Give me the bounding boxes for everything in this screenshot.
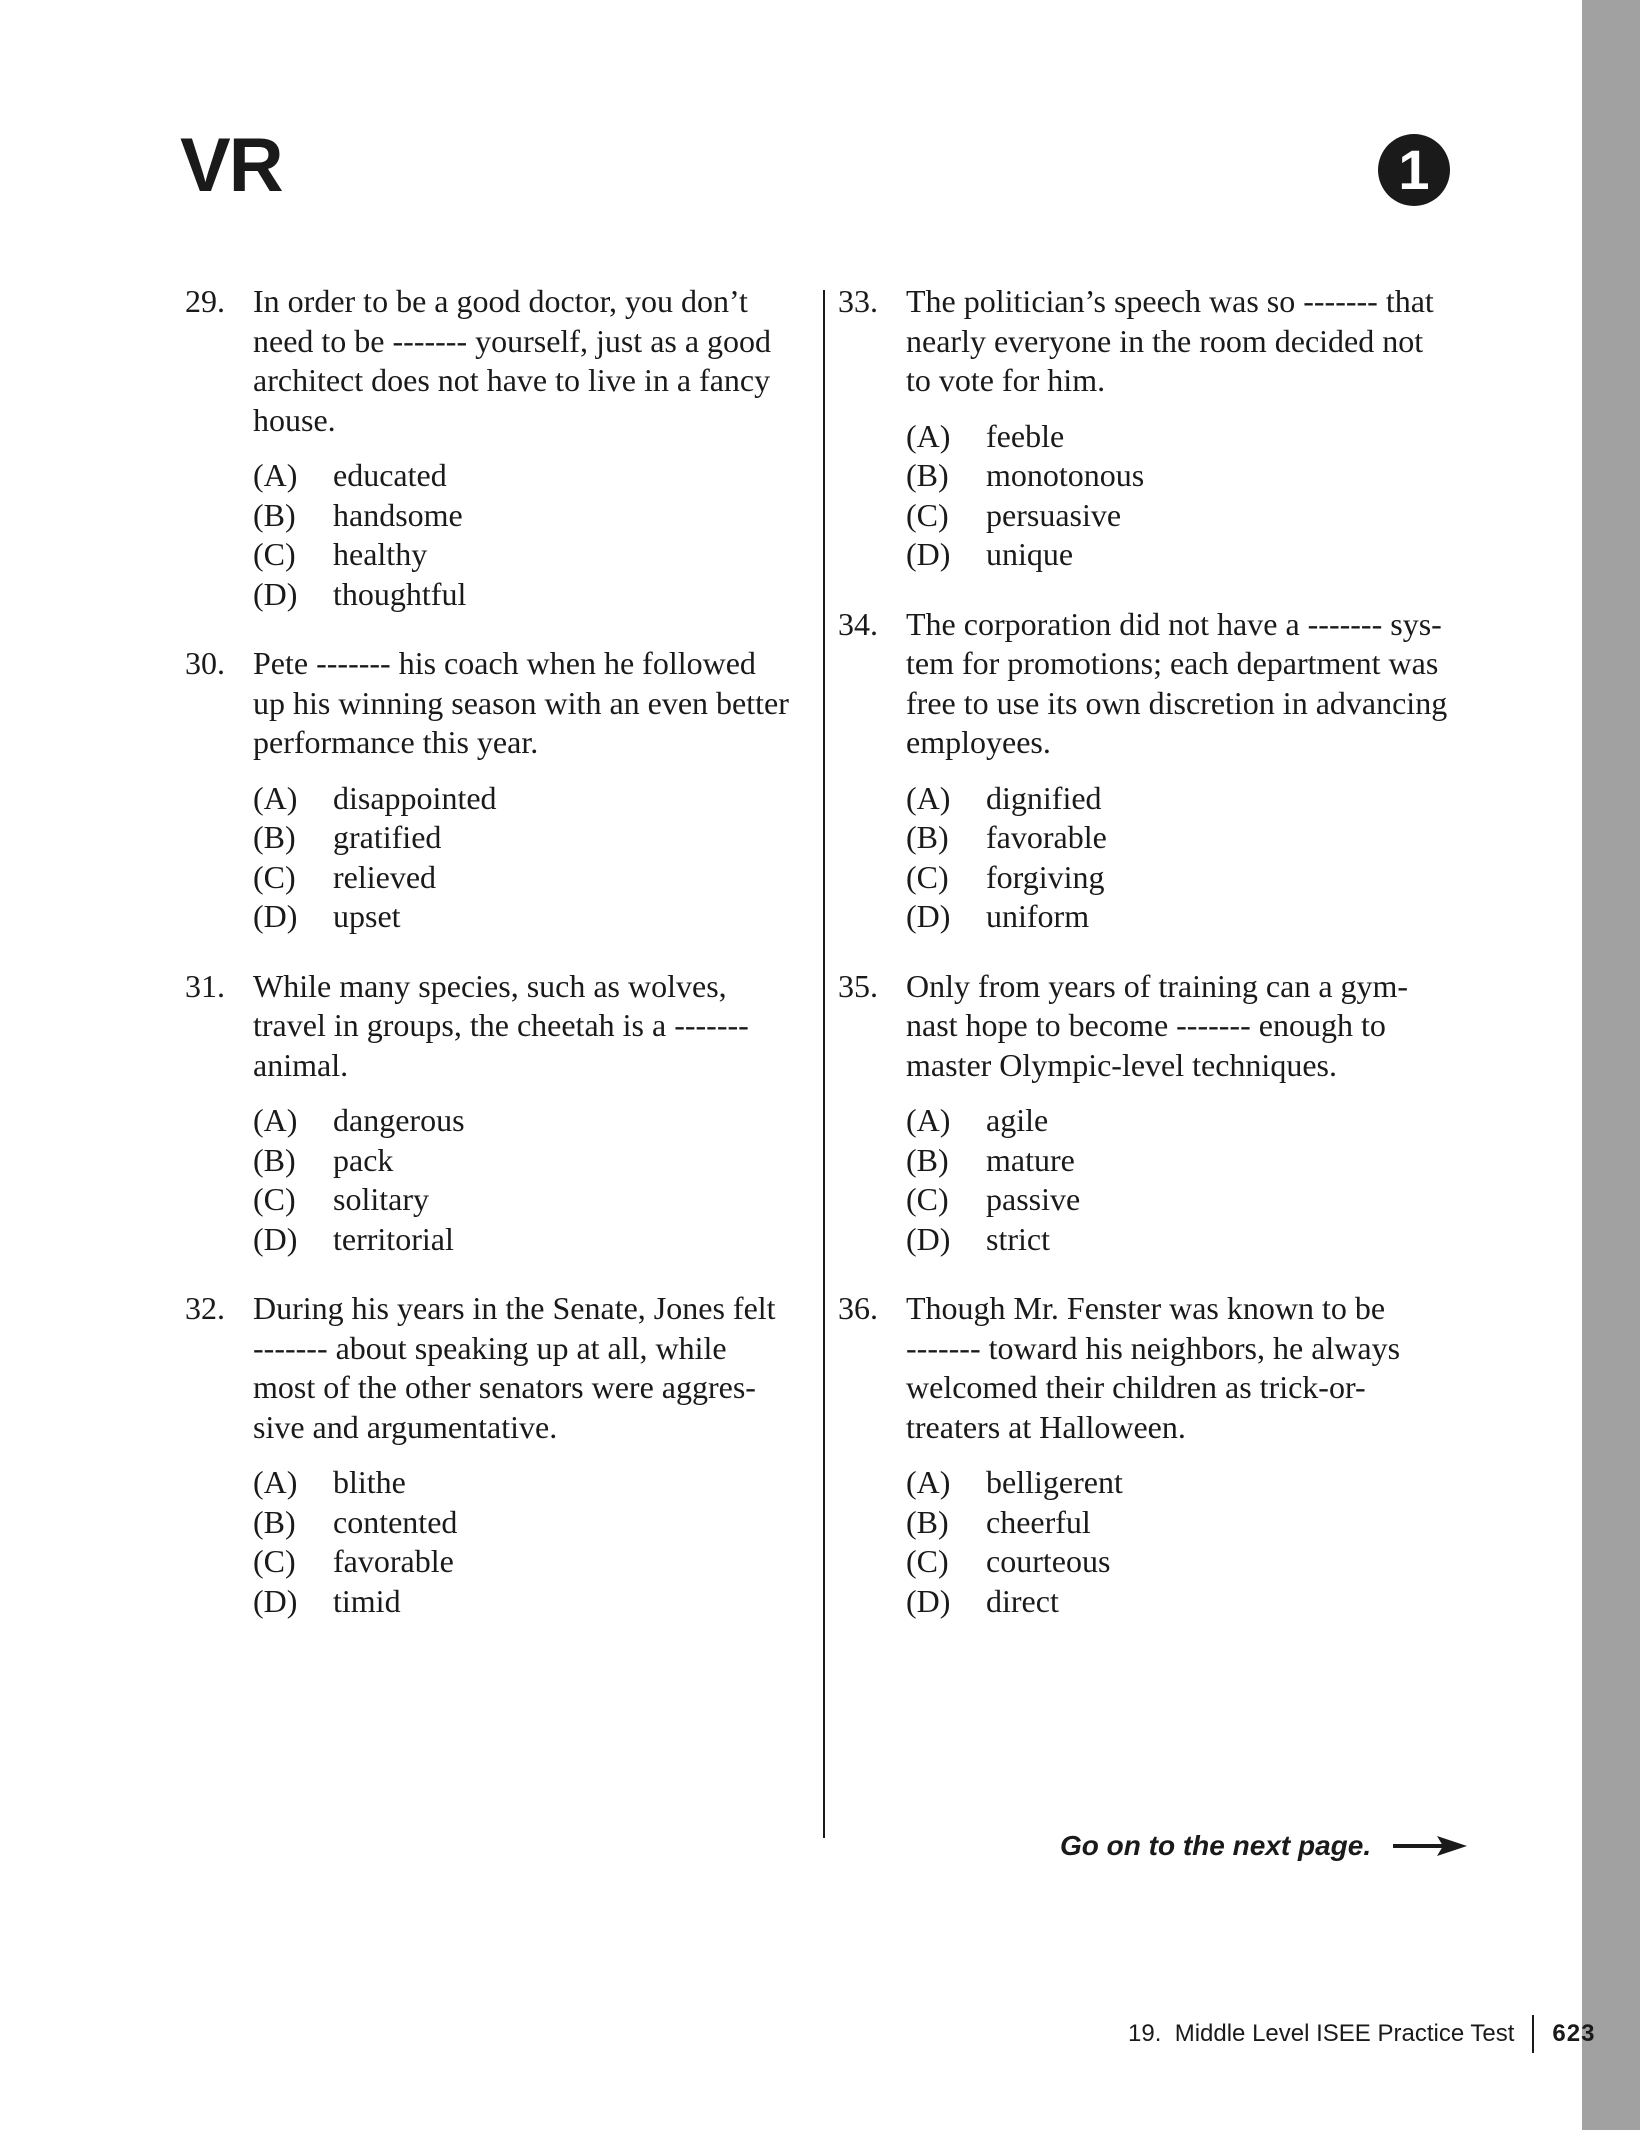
choice-letter: (B) bbox=[906, 457, 949, 493]
section-number-badge: 1 bbox=[1378, 134, 1450, 206]
choice-text: contented bbox=[333, 1503, 458, 1540]
answer-choice[interactable] bbox=[906, 858, 1478, 898]
answer-choice[interactable] bbox=[253, 456, 825, 496]
answer-choice[interactable] bbox=[253, 1463, 825, 1503]
choice-text: unique bbox=[986, 536, 1074, 572]
section-title: VR bbox=[180, 123, 282, 208]
question-text: During his years in the Senate, Jones felt ------- about speaking up at all, while most of the other senators were aggres- sive and argumentative. bbox=[253, 1290, 776, 1445]
answer-choices bbox=[838, 417, 1478, 575]
choice-letter: (C) bbox=[253, 1543, 296, 1579]
answer-choice[interactable] bbox=[906, 456, 1478, 496]
answer-choice[interactable] bbox=[253, 1101, 825, 1141]
choice-text: persuasive bbox=[986, 496, 1122, 533]
right-column bbox=[838, 282, 1478, 1651]
answer-choices bbox=[185, 1463, 825, 1621]
question-number: 29. bbox=[185, 283, 225, 319]
answer-choice[interactable] bbox=[906, 1463, 1478, 1503]
answer-choices bbox=[838, 779, 1478, 937]
page-footer bbox=[1128, 2014, 1595, 2054]
choice-letter: (B) bbox=[906, 1141, 949, 1178]
question-text: The politician’s speech was so ------- that nearly everyone in the room decided not to vote for him. bbox=[906, 283, 1434, 398]
answer-choices bbox=[838, 1463, 1478, 1621]
answer-choice[interactable] bbox=[253, 535, 825, 575]
choice-text: favorable bbox=[333, 1543, 454, 1579]
choice-letter: (B) bbox=[253, 1503, 296, 1540]
answer-choice[interactable] bbox=[906, 1101, 1478, 1141]
choice-text: relieved bbox=[333, 858, 437, 895]
choice-text: cheerful bbox=[986, 1503, 1091, 1540]
question-number: 35. bbox=[838, 967, 878, 1004]
choice-text: strict bbox=[986, 1220, 1050, 1257]
choice-letter: (A) bbox=[906, 1102, 951, 1138]
choice-text: upset bbox=[333, 898, 401, 934]
choice-text: pack bbox=[333, 1141, 394, 1178]
choice-letter: (B) bbox=[906, 819, 949, 855]
choice-letter: (D) bbox=[253, 898, 298, 934]
choice-letter: (A) bbox=[906, 779, 951, 816]
answer-choices bbox=[838, 1101, 1478, 1259]
choice-text: thoughtful bbox=[333, 575, 467, 612]
answer-choice[interactable] bbox=[906, 779, 1478, 819]
question-text: While many species, such as wolves, travel in groups, the cheetah is a ------- animal. bbox=[253, 967, 749, 1083]
choice-text: belligerent bbox=[986, 1464, 1123, 1500]
next-page-label: Go on to the next page. bbox=[1060, 1830, 1372, 1861]
choice-text: blithe bbox=[333, 1464, 406, 1500]
answer-choices bbox=[185, 1101, 825, 1259]
answer-choice[interactable] bbox=[253, 858, 825, 898]
answer-choice[interactable] bbox=[906, 1503, 1478, 1543]
answer-choice[interactable] bbox=[906, 1582, 1478, 1622]
choice-letter: (D) bbox=[906, 898, 951, 934]
choice-letter: (C) bbox=[906, 1543, 949, 1579]
question-text: The corporation did not have a ------- sys- tem for promotions; each department was free to use its own discretion in advancing employees. bbox=[906, 605, 1448, 760]
choice-text: solitary bbox=[333, 1181, 429, 1217]
choice-letter: (A) bbox=[253, 1102, 298, 1138]
question bbox=[185, 1289, 825, 1621]
question bbox=[185, 644, 825, 937]
answer-choice[interactable] bbox=[253, 1582, 825, 1622]
answer-choice[interactable] bbox=[906, 1542, 1478, 1582]
choice-letter: (C) bbox=[906, 858, 949, 895]
choice-text: feeble bbox=[986, 417, 1065, 454]
choice-text: dangerous bbox=[333, 1102, 465, 1138]
answer-choice[interactable] bbox=[253, 1503, 825, 1543]
choice-text: uniform bbox=[986, 898, 1090, 934]
answer-choice[interactable] bbox=[906, 1180, 1478, 1220]
choice-letter: (C) bbox=[253, 1181, 296, 1217]
footer-chapter: 19. Middle Level ISEE Practice Test bbox=[1128, 2020, 1515, 2047]
page-edge-bar bbox=[1582, 0, 1640, 2130]
answer-choice[interactable] bbox=[906, 1220, 1478, 1260]
question-number: 33. bbox=[838, 283, 878, 319]
answer-choice[interactable] bbox=[253, 1180, 825, 1220]
column-divider bbox=[823, 290, 825, 1838]
question-text: Only from years of training can a gym- nast hope to become ------- enough to master Olympic-level techniques. bbox=[906, 967, 1409, 1083]
choice-text: forgiving bbox=[986, 858, 1105, 895]
choice-letter: (A) bbox=[906, 1464, 951, 1500]
arrow-right-icon bbox=[1393, 1835, 1467, 1857]
question-number: 36. bbox=[838, 1290, 878, 1326]
answer-choices bbox=[185, 779, 825, 937]
answer-choice[interactable] bbox=[253, 1220, 825, 1260]
footer-separator bbox=[1532, 2015, 1534, 2053]
choice-letter: (C) bbox=[906, 1181, 949, 1217]
question-text: In order to be a good doctor, you don’t need to be ------- yourself, just as a good architect does not have to live in a fancy house. bbox=[253, 283, 772, 438]
question bbox=[838, 967, 1478, 1260]
choice-text: gratified bbox=[333, 819, 442, 855]
choice-letter: (D) bbox=[906, 536, 951, 572]
question bbox=[185, 282, 825, 614]
choice-letter: (D) bbox=[906, 1582, 951, 1619]
question-number: 32. bbox=[185, 1290, 225, 1326]
answer-choice[interactable] bbox=[906, 496, 1478, 536]
choice-letter: (A) bbox=[253, 457, 298, 493]
choice-letter: (D) bbox=[906, 1220, 951, 1257]
choice-letter: (D) bbox=[253, 575, 298, 612]
choice-text: educated bbox=[333, 457, 447, 493]
answer-choice[interactable] bbox=[253, 1542, 825, 1582]
page-number: 623 bbox=[1552, 2020, 1596, 2047]
choice-text: mature bbox=[986, 1141, 1075, 1178]
question bbox=[185, 967, 825, 1260]
choice-text: direct bbox=[986, 1582, 1059, 1619]
answer-choice[interactable] bbox=[253, 779, 825, 819]
choice-letter: (B) bbox=[253, 496, 296, 533]
choice-letter: (D) bbox=[253, 1582, 298, 1619]
choice-letter: (B) bbox=[253, 1141, 296, 1178]
choice-letter: (A) bbox=[253, 779, 298, 816]
answer-choice[interactable] bbox=[253, 575, 825, 615]
choice-letter: (C) bbox=[253, 536, 296, 572]
left-column bbox=[185, 282, 825, 1651]
choice-letter: (B) bbox=[906, 1503, 949, 1540]
choice-text: monotonous bbox=[986, 457, 1145, 493]
answer-choice[interactable] bbox=[253, 818, 825, 858]
question-number: 30. bbox=[185, 645, 225, 681]
answer-choice[interactable] bbox=[906, 417, 1478, 457]
choice-text: dignified bbox=[986, 779, 1102, 816]
choice-letter: (D) bbox=[253, 1220, 298, 1257]
answer-choice[interactable] bbox=[253, 897, 825, 937]
choice-text: healthy bbox=[333, 536, 428, 572]
choice-letter: (A) bbox=[906, 417, 951, 454]
answer-choices bbox=[185, 456, 825, 614]
question-text: Pete ------- his coach when he followed up his winning season with an even better performance this year. bbox=[253, 645, 789, 760]
choice-letter: (B) bbox=[253, 819, 296, 855]
answer-choice[interactable] bbox=[906, 897, 1478, 937]
question-number: 31. bbox=[185, 967, 225, 1004]
choice-text: favorable bbox=[986, 819, 1107, 855]
next-page-note bbox=[1060, 1830, 1467, 1862]
question-text: Though Mr. Fenster was known to be ------- toward his neighbors, he always welcomed their children as trick-or- treaters at Halloween. bbox=[906, 1290, 1401, 1445]
choice-letter: (A) bbox=[253, 1464, 298, 1500]
choice-text: disappointed bbox=[333, 779, 497, 816]
answer-choice[interactable] bbox=[906, 535, 1478, 575]
choice-text: passive bbox=[986, 1181, 1081, 1217]
choice-text: agile bbox=[986, 1102, 1049, 1138]
answer-choice[interactable] bbox=[906, 818, 1478, 858]
choice-text: handsome bbox=[333, 496, 463, 533]
answer-choice[interactable] bbox=[253, 1141, 825, 1181]
choice-text: timid bbox=[333, 1582, 401, 1619]
choice-letter: (C) bbox=[906, 496, 949, 533]
question bbox=[838, 1289, 1478, 1621]
choice-text: territorial bbox=[333, 1220, 454, 1257]
choice-letter: (C) bbox=[253, 858, 296, 895]
answer-choice[interactable] bbox=[906, 1141, 1478, 1181]
answer-choice[interactable] bbox=[253, 496, 825, 536]
question bbox=[838, 605, 1478, 937]
choice-text: courteous bbox=[986, 1543, 1111, 1579]
question-number: 34. bbox=[838, 605, 878, 642]
question bbox=[838, 282, 1478, 575]
